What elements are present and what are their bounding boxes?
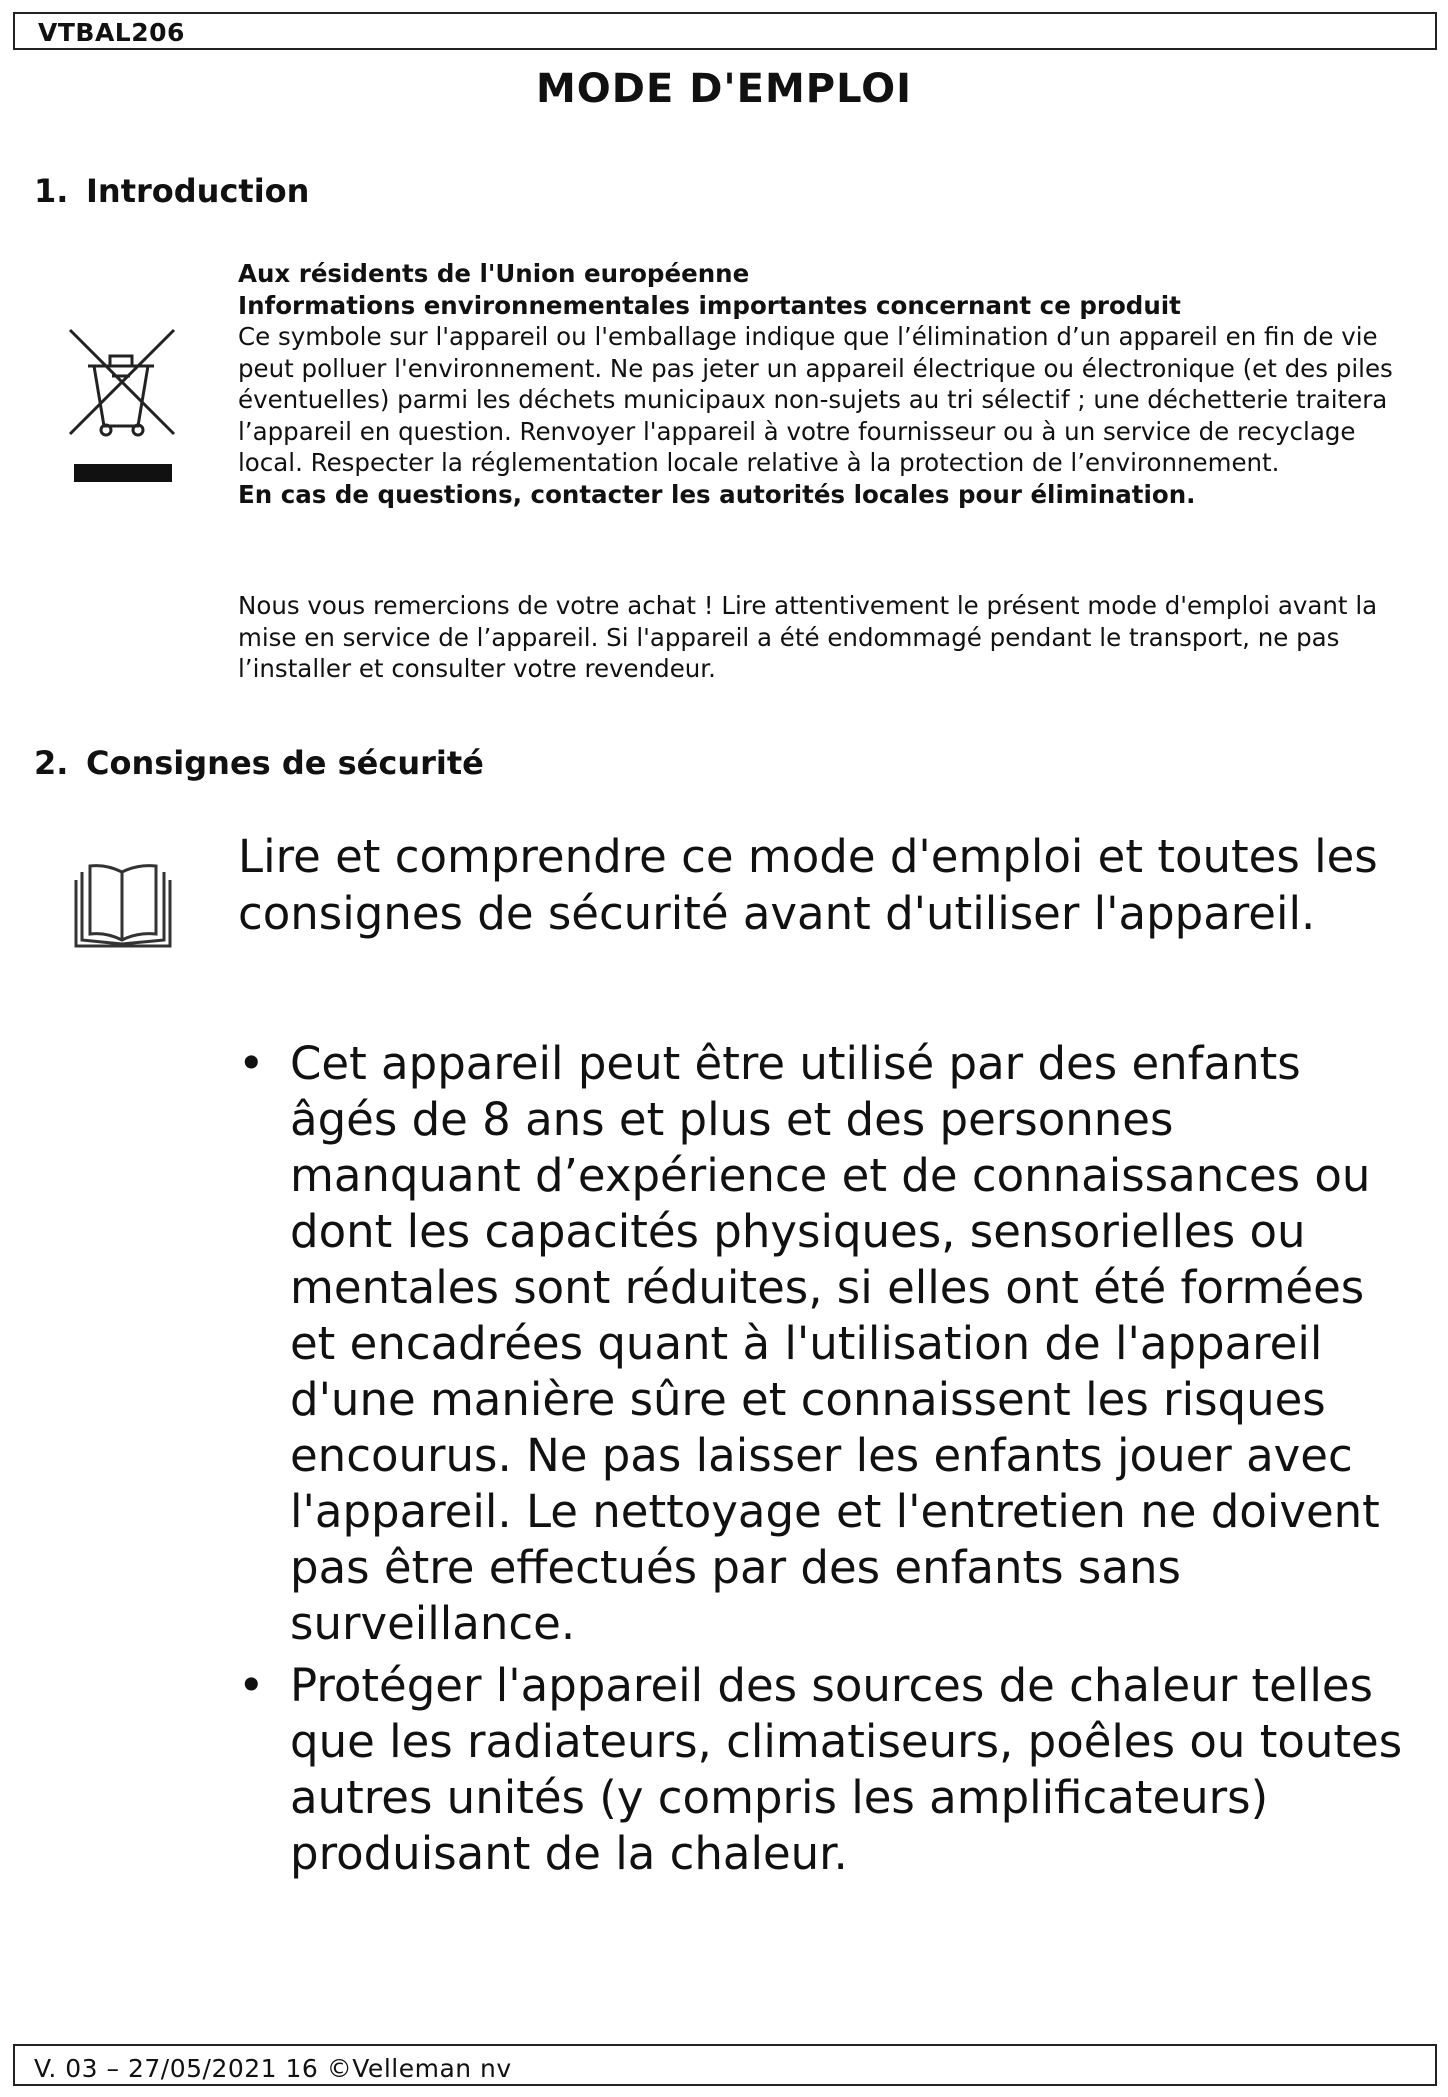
section-number: 1.	[34, 172, 69, 210]
safety-lead-text: Lire et comprendre ce mode d'emploi et toutes les consignes de sécurité avant d'utiliser l'appareil.	[238, 830, 1378, 940]
list-item	[238, 1658, 1408, 1882]
intro-heading-environment: Informations environnementales importantes concernant ce produit	[238, 290, 1181, 320]
intro-thanks: Nous vous remercions de votre achat ! Lire attentivement le présent mode d'emploi avant la mise en service de l’appareil. Si l'appareil a été endommagé pendant le transport, ne pas l’installer et consulter votre revendeur.	[238, 591, 1378, 683]
section-heading-safety	[34, 744, 484, 782]
bullet-dot-icon: •	[238, 1659, 265, 1712]
section-title: Consignes de sécurité	[86, 744, 484, 782]
section-heading-introduction	[34, 172, 309, 210]
section-number: 2.	[34, 744, 69, 782]
intro-contact: En cas de questions, contacter les autorités locales pour élimination.	[238, 479, 1196, 509]
weee-crossed-bin-icon	[66, 326, 180, 484]
bullet-text: Protéger l'appareil des sources de chaleur telles que les radiateurs, climatiseurs, poêles ou toutes autres unités (y compris les amplificateurs) produisant de la chaleur.	[290, 1659, 1403, 1880]
bullet-dot-icon: •	[238, 1037, 265, 1090]
safety-bullet-list	[238, 1036, 1408, 1888]
footer-version: V. 03 – 27/05/2021 16 ©Velleman nv	[34, 2054, 512, 2083]
intro-heading-eu: Aux résidents de l'Union européenne	[238, 259, 750, 288]
intro-body: Ce symbole sur l'appareil ou l'emballage indique que l’élimination d’un appareil en fin de vie peut polluer l'environnement. Ne pas jeter un appareil électrique ou électronique (et des piles éventuelles) parmi les déchets municipaux non-sujets au tri sélectif ; une déchetterie traitera l’appareil en question. Renvoyer l'appareil à votre fournisseur ou à un service de recyclage local. Respecter la réglementation locale relative à la protection de l’environnement.	[238, 322, 1393, 477]
header-frame	[13, 12, 1437, 50]
bullet-text: Cet appareil peut être utilisé par des enfants âgés de 8 ans et plus et des personnes manquant d’expérience et de connaissances ou dont les capacités physiques, sensorielles ou mentales sont réduites, si elles ont été formées et encadrées quant à l'utilisation de l'appareil d'une manière sûre et connaissent les risques encourus. Ne pas laisser les enfants jouer avec l'appareil. Le nettoyage et l'entretien ne doivent pas être effectués par des enfants sans surveillance.	[290, 1037, 1380, 1650]
page-title: MODE D'EMPLOI	[535, 66, 913, 112]
list-item	[238, 1036, 1408, 1652]
section-title: Introduction	[86, 172, 310, 210]
read-manual-book-icon	[72, 862, 174, 952]
intro-environment-notice	[238, 258, 1408, 510]
product-code: VTBAL206	[38, 18, 185, 47]
